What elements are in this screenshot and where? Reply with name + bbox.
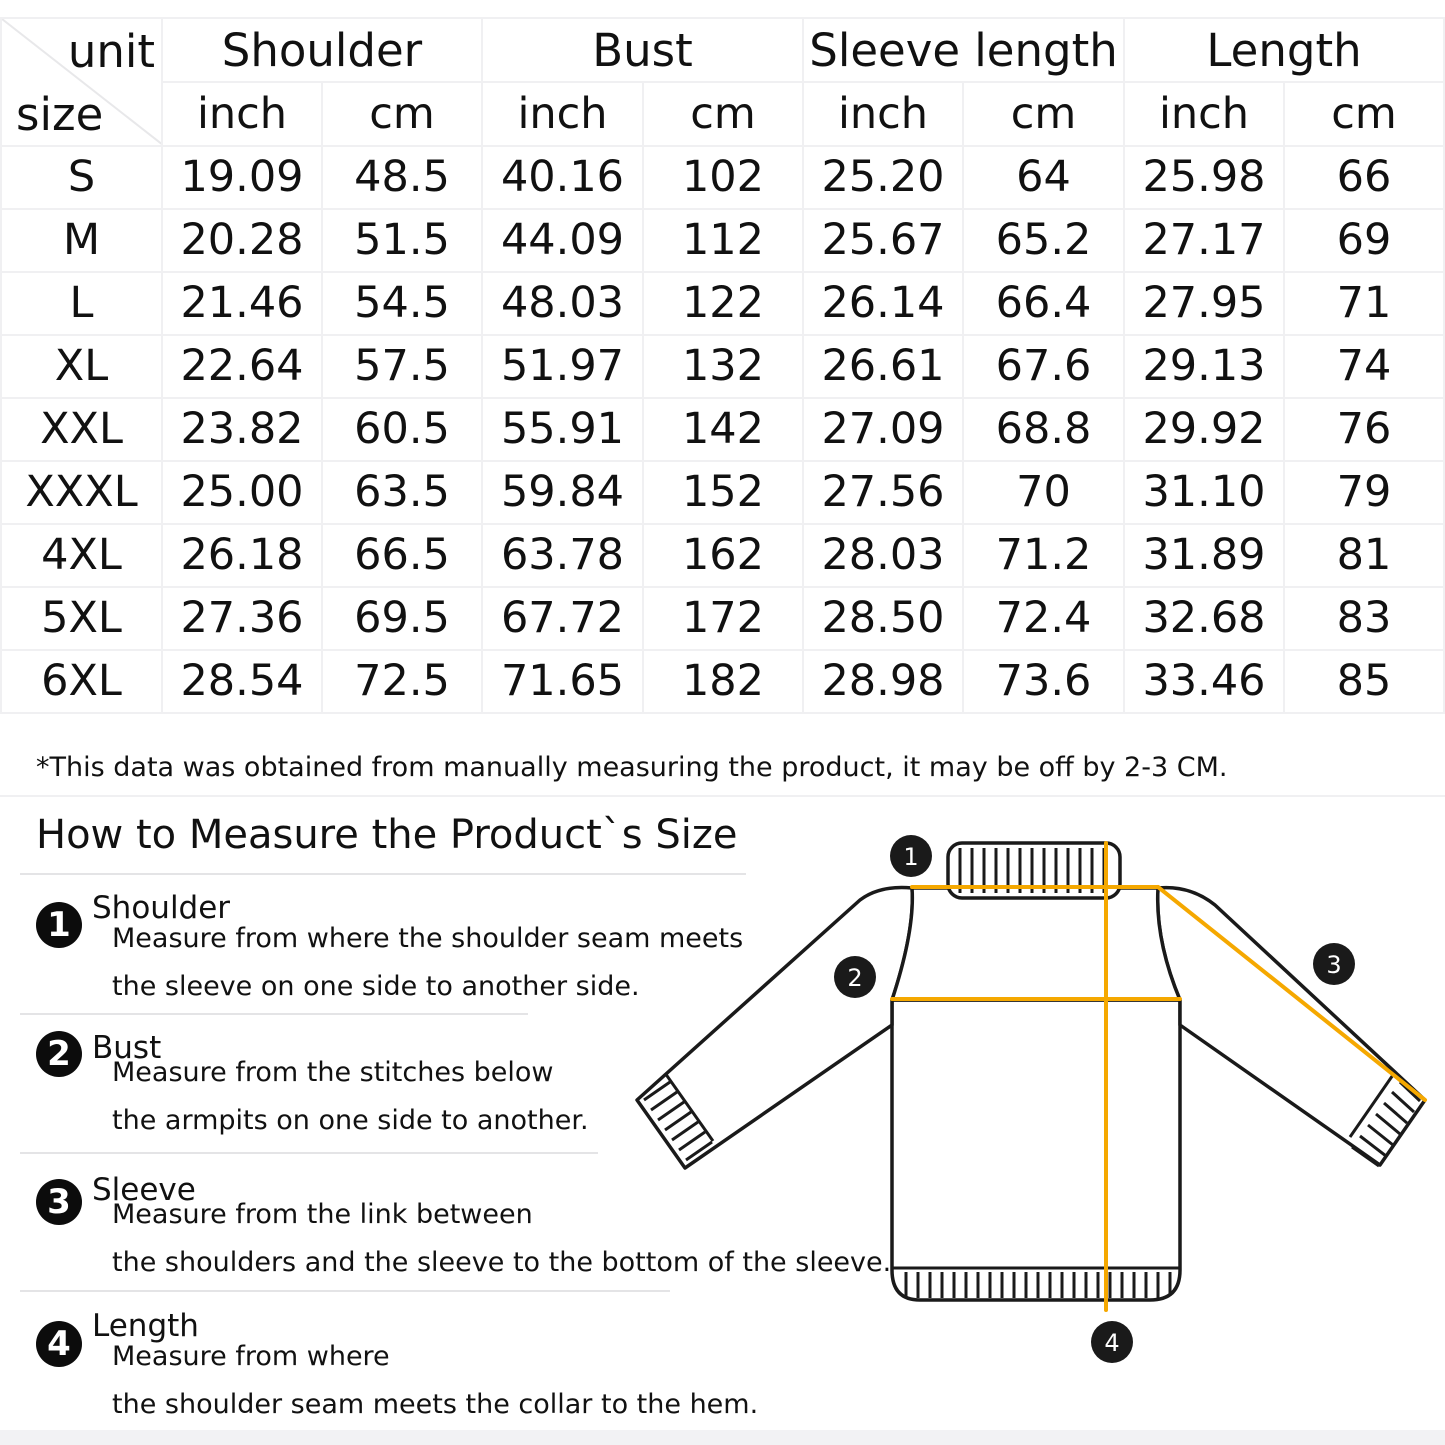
diagram-badge-4 xyxy=(1091,1321,1133,1363)
size-label-cell: 5XL xyxy=(1,587,162,650)
sweater-outline xyxy=(637,843,1425,1300)
header-bust: Bust xyxy=(482,18,803,82)
header-length: Length xyxy=(1124,18,1444,82)
table-row xyxy=(1,146,1444,209)
divider xyxy=(20,1290,670,1292)
step-line: the sleeve on one side to another side. xyxy=(112,971,640,1002)
size-table xyxy=(0,17,1445,714)
table-cell: 162 xyxy=(643,524,803,587)
table-cell: 27.36 xyxy=(162,587,322,650)
table-cell: 71.2 xyxy=(963,524,1124,587)
table-cell: 112 xyxy=(643,209,803,272)
corner-unit-label: unit xyxy=(67,25,155,78)
step-title: Shoulder xyxy=(92,890,231,926)
table-cell: 152 xyxy=(643,461,803,524)
table-cell: 31.89 xyxy=(1124,524,1284,587)
step-title: Sleeve xyxy=(92,1172,196,1208)
table-row xyxy=(1,461,1444,524)
step-line: the shoulder seam meets the collar to the hem. xyxy=(112,1389,759,1420)
table-cell: 172 xyxy=(643,587,803,650)
table-cell: 66.4 xyxy=(963,272,1124,335)
table-cell: 29.92 xyxy=(1124,398,1284,461)
table-cell: 26.18 xyxy=(162,524,322,587)
table-cell: 19.09 xyxy=(162,146,322,209)
table-cell: 60.5 xyxy=(322,398,482,461)
step-number-badge: 3 xyxy=(36,1179,82,1225)
step-line: Measure from the stitches below xyxy=(112,1057,554,1088)
table-cell: 20.28 xyxy=(162,209,322,272)
table-cell: 66.5 xyxy=(322,524,482,587)
size-label-cell: L xyxy=(1,272,162,335)
divider xyxy=(20,1152,598,1154)
table-cell: 68.8 xyxy=(963,398,1124,461)
table-cell: 70 xyxy=(963,461,1124,524)
size-rows xyxy=(1,146,1444,713)
table-cell: 23.82 xyxy=(162,398,322,461)
svg-text:4: 4 xyxy=(1104,1329,1120,1357)
table-cell: 81 xyxy=(1284,524,1444,587)
table-cell: 71.65 xyxy=(482,650,643,713)
divider xyxy=(20,1013,528,1015)
subheader-cell: inch xyxy=(1124,82,1284,146)
table-row xyxy=(1,650,1444,713)
table-cell: 102 xyxy=(643,146,803,209)
step-title: Bust xyxy=(92,1030,162,1066)
header-shoulder: Shoulder xyxy=(162,18,482,82)
table-cell: 132 xyxy=(643,335,803,398)
table-cell: 32.68 xyxy=(1124,587,1284,650)
table-cell: 64 xyxy=(963,146,1124,209)
step-title: Length xyxy=(92,1308,199,1344)
table-cell: 59.84 xyxy=(482,461,643,524)
howto-title: How to Measure the Product`s Size xyxy=(36,812,738,858)
step-number-badge: 1 xyxy=(36,902,82,948)
table-cell: 72.5 xyxy=(322,650,482,713)
table-cell: 44.09 xyxy=(482,209,643,272)
table-cell: 67.6 xyxy=(963,335,1124,398)
header-sleeve-length: Sleeve length xyxy=(803,18,1124,82)
svg-text:1: 1 xyxy=(903,843,919,871)
table-cell: 27.17 xyxy=(1124,209,1284,272)
table-cell: 51.97 xyxy=(482,335,643,398)
diagram-badge-3 xyxy=(1313,943,1355,985)
table-cell: 76 xyxy=(1284,398,1444,461)
table-cell: 73.6 xyxy=(963,650,1124,713)
table-cell: 54.5 xyxy=(322,272,482,335)
size-label-cell: S xyxy=(1,146,162,209)
table-cell: 85 xyxy=(1284,650,1444,713)
table-cell: 25.20 xyxy=(803,146,963,209)
subheader-cell: inch xyxy=(162,82,322,146)
table-cell: 69.5 xyxy=(322,587,482,650)
table-cell: 69 xyxy=(1284,209,1444,272)
table-cell: 31.10 xyxy=(1124,461,1284,524)
table-cell: 25.98 xyxy=(1124,146,1284,209)
table-cell: 26.61 xyxy=(803,335,963,398)
table-cell: 74 xyxy=(1284,335,1444,398)
table-cell: 33.46 xyxy=(1124,650,1284,713)
table-cell: 26.14 xyxy=(803,272,963,335)
table-cell: 72.4 xyxy=(963,587,1124,650)
table-cell: 25.67 xyxy=(803,209,963,272)
subheader-cell: cm xyxy=(963,82,1124,146)
table-cell: 28.50 xyxy=(803,587,963,650)
table-cell: 63.78 xyxy=(482,524,643,587)
size-label-cell: XXXL xyxy=(1,461,162,524)
table-cell: 22.64 xyxy=(162,335,322,398)
table-row xyxy=(1,209,1444,272)
subheader-cell: cm xyxy=(1284,82,1444,146)
table-cell: 21.46 xyxy=(162,272,322,335)
table-row xyxy=(1,524,1444,587)
subheader-cell: cm xyxy=(322,82,482,146)
table-cell: 27.95 xyxy=(1124,272,1284,335)
sweater-diagram xyxy=(620,820,1430,1380)
subheader-cell: cm xyxy=(643,82,803,146)
corner-size-label: size xyxy=(16,88,104,141)
step-line: the armpits on one side to another. xyxy=(112,1105,589,1136)
table-cell: 71 xyxy=(1284,272,1444,335)
measurement-note: *This data was obtained from manually measuring the product, it may be off by 2-3 CM. xyxy=(36,752,1228,783)
subheader-cell: inch xyxy=(803,82,963,146)
table-cell: 27.09 xyxy=(803,398,963,461)
step-number-badge: 4 xyxy=(36,1321,82,1367)
diagram-badge-2 xyxy=(834,956,876,998)
table-cell: 66 xyxy=(1284,146,1444,209)
size-label-cell: XXL xyxy=(1,398,162,461)
step-line: Measure from where xyxy=(112,1341,390,1372)
table-cell: 29.13 xyxy=(1124,335,1284,398)
diagram-badge-1 xyxy=(890,835,932,877)
svg-text:3: 3 xyxy=(1326,951,1342,979)
table-cell: 25.00 xyxy=(162,461,322,524)
table-row xyxy=(1,335,1444,398)
table-row xyxy=(1,272,1444,335)
table-row xyxy=(1,587,1444,650)
table-cell: 51.5 xyxy=(322,209,482,272)
table-cell: 48.5 xyxy=(322,146,482,209)
table-corner-cell xyxy=(1,18,162,146)
table-cell: 142 xyxy=(643,398,803,461)
table-row xyxy=(1,398,1444,461)
step-line: Measure from the link between xyxy=(112,1199,533,1230)
table-cell: 27.56 xyxy=(803,461,963,524)
size-label-cell: XL xyxy=(1,335,162,398)
step-number-badge: 2 xyxy=(36,1031,82,1077)
divider xyxy=(0,795,1445,797)
bottom-strip xyxy=(0,1430,1445,1445)
table-cell: 67.72 xyxy=(482,587,643,650)
size-label-cell: M xyxy=(1,209,162,272)
size-label-cell: 4XL xyxy=(1,524,162,587)
table-cell: 83 xyxy=(1284,587,1444,650)
table-cell: 57.5 xyxy=(322,335,482,398)
table-cell: 48.03 xyxy=(482,272,643,335)
table-cell: 79 xyxy=(1284,461,1444,524)
svg-text:2: 2 xyxy=(847,964,863,992)
table-cell: 182 xyxy=(643,650,803,713)
table-cell: 55.91 xyxy=(482,398,643,461)
table-cell: 28.03 xyxy=(803,524,963,587)
step-line: Measure from where the shoulder seam meets xyxy=(112,923,744,954)
size-label-cell: 6XL xyxy=(1,650,162,713)
table-cell: 28.54 xyxy=(162,650,322,713)
table-cell: 65.2 xyxy=(963,209,1124,272)
table-cell: 40.16 xyxy=(482,146,643,209)
subheader-cell: inch xyxy=(482,82,643,146)
table-cell: 28.98 xyxy=(803,650,963,713)
table-cell: 122 xyxy=(643,272,803,335)
table-cell: 63.5 xyxy=(322,461,482,524)
step-line: the shoulders and the sleeve to the bottom of the sleeve. xyxy=(112,1247,892,1278)
